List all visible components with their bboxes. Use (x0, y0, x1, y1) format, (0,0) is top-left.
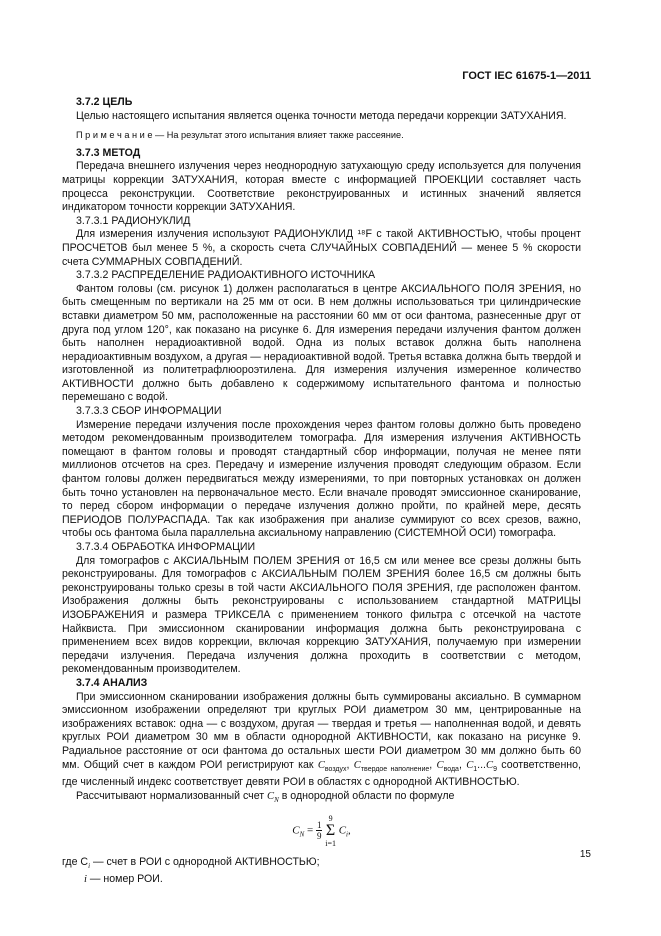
section-heading: 3.7.3 МЕТОД (76, 146, 141, 159)
formula: $C_N$ = $\frac{1}{9}$ 9 Σ i=1 $C_i$, (292, 813, 351, 848)
legend-line: i — номер РОИ. (84, 873, 163, 886)
paragraph: Измерение передачи излучения после прохождения через фантом головы должно быть проведено методом рекомендованным производителем томографа. Для измерения излучения АКТИВНОСТЬ помещают в фантом головы и проводят стандартный сбор информации, получая не менее пяти миллионов отсчетов на срез. Передачу и измерение излучения проводят следующим образом. Если фантом головы должен передвигаться между измерениями, то при повторных установках он должен быть точно установлен на первоначальное место. Если вначале проводят эмиссионное сканирование, то перед сбором информации о передаче излучения должно пройти, по крайней мере, десять ПЕРИОДОВ ПОЛУРАСПАДА. Так как изображения при анализе суммируют со всех срезов, важно, чтобы ось фантома была параллельна аксиальному направлению (СИСТЕМНОЙ ОСИ) томографа. (62, 418, 581, 540)
note-label: П р и м е ч а н и е (76, 130, 153, 141)
legend-line: где $C_i$ — счет в РОИ с однородной АКТИВНОСТЬЮ; (62, 855, 320, 870)
standard-header: ГОСТ IEC 61675-1—2011 (462, 70, 591, 82)
paragraph: При эмиссионном сканировании изображения должны быть суммированы аксиально. В суммарном эмиссионном изображении определяют три круглых РОИ диаметром 30 мм, центрированные на изображениях вставок: одна — с воздухом, другая — твердая и третья — наполненная водой, и девять круглых РОИ диаметром 30 мм в области однородной АКТИВНОСТИ, как показано на рисунке 9. Радиальное расстояние от оси фантома до остальных шести РОИ диаметром 30 мм должно быть 60 мм. Общий счет в каждом РОИ регистрируют как $C_{воздух}$, $C_{твердое наполнение}$, $C_{вода}$, $C_1...C_9$ соответственно, где численный индекс соответствует девяти РОИ в областях с однородной АКТИВНОСТЬЮ. (62, 690, 581, 789)
page-number: 15 (579, 849, 591, 860)
section-heading: 3.7.2 ЦЕЛЬ (76, 96, 133, 108)
paragraph: Целью настоящего испытания является оценка точности метода передачи коррекции ЗАТУХАНИЯ. (76, 109, 567, 122)
document-body (62, 96, 581, 887)
paragraph: Рассчитывают нормализованный счет $C_N$ в однородной области по формуле (76, 789, 455, 804)
subsection-heading: 3.7.3.1 РАДИОНУКЛИД (76, 214, 191, 227)
subsection-heading: 3.7.3.3 СБОР ИНФОРМАЦИИ (76, 405, 222, 418)
paragraph: Для измерения излучения используют РАДИОНУКЛИД ¹⁸F с такой АКТИВНОСТЬЮ, чтобы процент ПРОСЧЕТОВ был менее 5 %, а скорость счета СЛУЧАЙНЫХ СОВПАДЕНИЙ — менее 5 % скорости счета СУММАРНЫХ СОВПАДЕНИЙ. (62, 228, 581, 268)
note-text: — На результат этого испытания влияет также рассеяние. (152, 130, 404, 141)
paragraph: Для томографов с АКСИАЛЬНЫМ ПОЛЕМ ЗРЕНИЯ от 16,5 см или менее все срезы должны быть реконструированы. Для томографов с АКСИАЛЬНЫМ ПОЛЕМ ЗРЕНИЯ более 16,5 см должны быть реконструированы только срезы в той части АКСИАЛЬНОГО ПОЛЯ ЗРЕНИЯ, где расположен фантом. Изображения должны быть реконструированы с использованием стандартной МАТРИЦЫ ИЗОБРАЖЕНИЯ и размера ТРИКСЕЛА с применением тонкого фильтра с отсечкой на частоте Найквиста. При эмиссионном сканировании информация должна быть реконструирована с применением всех видов коррекции, включая коррекцию ЗАТУХАНИЯ, получаемую при измерении передачи излучения. Передача излучения должна проходить в соответствии с методом, рекомендованным производителем. (62, 554, 581, 676)
paragraph: Фантом головы (см. рисунок 1) должен располагаться в центре АКСИАЛЬНОГО ПОЛЯ ЗРЕНИЯ, но быть смещенным по вертикали на 25 мм от оси. В нем должны использоваться три цилиндрические вставки диаметром 50 мм, расположенные на расстоянии 60 мм от оси фантома, разнесенные друг от друга под углом 120°, как показано на рисунке 6. Для измерения передачи излучения фантом должен быть наполнен нерадиоактивной водой. Одна из полых вставок должна быть наполнена нерадиоактивным воздухом, а другая — нерадиоактивной водой. Третья вставка должна быть твердой и изготовленной из политетрафлюороэтилена. Для измерения излучения измеренное количество АКТИВНОСТИ должно быть добавлено к содержимому испытательного фантома и полностью перемешано с водой. (62, 282, 581, 404)
section-heading: 3.7.4 АНАЛИЗ (76, 676, 148, 689)
subsection-heading: 3.7.3.2 РАСПРЕДЕЛЕНИЕ РАДИОАКТИВНОГО ИСТОЧНИКА (76, 269, 376, 282)
note (62, 129, 581, 143)
fraction: $\frac{1}{9}$ (316, 820, 322, 841)
sum-symbol: 9 Σ i=1 (325, 813, 336, 848)
subsection-heading: 3.7.3.4 ОБРАБОТКА ИНФОРМАЦИИ (76, 541, 256, 553)
paragraph: Передача внешнего излучения через неоднородную затухающую среду используется для получения матрицы коррекции ЗАТУХАНИЯ, которая вместе с информацией ПРОЕКЦИИ составляет часть процесса реконструкции. Соответствие реконструированных и истинных значений является индикатором точности коррекции ЗАТУХАНИЯ. (62, 160, 581, 214)
